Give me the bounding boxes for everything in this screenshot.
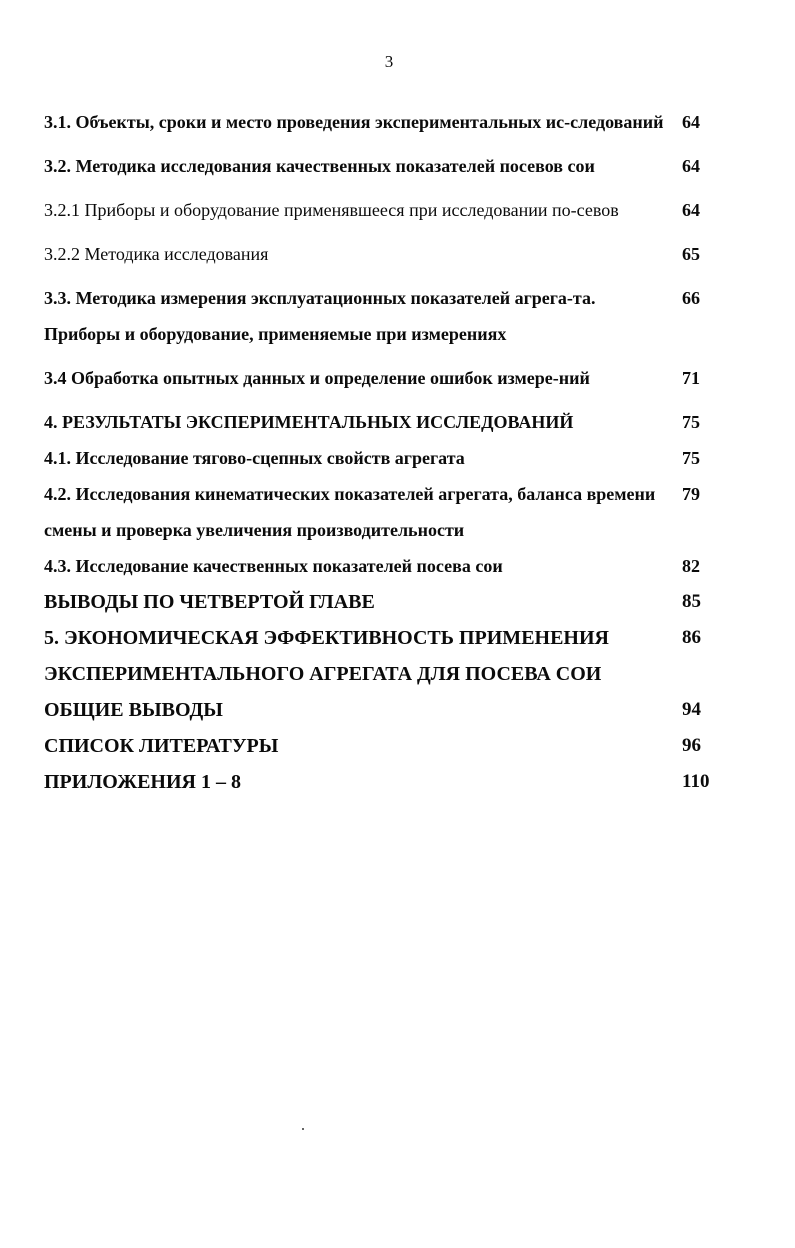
toc-entry-title: 3.1. Объекты, сроки и место проведения экспериментальных ис-следований — [44, 112, 664, 132]
toc-entry-page: 71 — [682, 368, 700, 388]
toc-entry-title: 3.2.2 Методика исследования — [44, 244, 269, 264]
toc-entry-3-2-1[interactable] — [44, 192, 724, 228]
toc-entry-page: 94 — [682, 699, 701, 720]
toc-entry-general-conclusions[interactable] — [44, 692, 724, 728]
toc-entry-title: 4.2. Исследования кинематических показателей агрегата, баланса времени смены и проверка увеличения производительности — [44, 484, 656, 540]
toc-entry-title: 3.4 Обработка опытных данных и определение ошибок измере-ний — [44, 368, 590, 388]
toc-entry-4-1[interactable] — [44, 440, 724, 476]
toc-entry-page: 82 — [682, 556, 700, 576]
toc-entry-title: 5. ЭКОНОМИЧЕСКАЯ ЭФФЕКТИВНОСТЬ ПРИМЕНЕНИЯ ЭКСПЕРИМЕНТАЛЬНОГО АГРЕГАТА ДЛЯ ПОСЕВА СОИ — [44, 627, 609, 685]
toc-entry-title: 4.3. Исследование качественных показателей посева сои — [44, 556, 503, 576]
toc-entry-title: 3.3. Методика измерения эксплуатационных показателей агрега-та. Приборы и оборудование, применяемые при измерениях — [44, 288, 596, 344]
toc-entry-appendices[interactable] — [44, 764, 724, 800]
toc-entry-references[interactable] — [44, 728, 724, 764]
toc-entry-page: 75 — [682, 448, 700, 468]
toc-entry-3-4[interactable] — [44, 360, 724, 396]
toc-entry-page: 86 — [682, 627, 701, 648]
toc-entry-page: 79 — [682, 484, 700, 504]
toc-entry-page: 64 — [682, 156, 700, 176]
toc-entry-5[interactable] — [44, 620, 724, 692]
toc-entry-page: 85 — [682, 591, 701, 612]
toc-entry-title: ОБЩИЕ ВЫВОДЫ — [44, 699, 223, 721]
toc-entry-page: 110 — [682, 771, 710, 792]
toc-entry-page: 96 — [682, 735, 701, 756]
toc-entry-title: ПРИЛОЖЕНИЯ 1 – 8 — [44, 771, 241, 793]
toc-entry-title: ВЫВОДЫ ПО ЧЕТВЕРТОЙ ГЛАВЕ — [44, 591, 375, 613]
toc-entry-3-2[interactable] — [44, 148, 724, 184]
toc-entry-title: 4.1. Исследование тягово-сцепных свойств агрегата — [44, 448, 465, 468]
toc-entry-3-2-2[interactable] — [44, 236, 724, 272]
toc-entry-page: 66 — [682, 288, 700, 308]
toc-entry-conclusions-chapter-4[interactable] — [44, 584, 724, 620]
toc-entry-title: 3.2.1 Приборы и оборудование применявшееся при исследовании по-севов — [44, 200, 619, 220]
toc-entry-page: 65 — [682, 244, 700, 264]
toc-entry-page: 75 — [682, 412, 700, 432]
toc-entry-4-2[interactable] — [44, 476, 724, 548]
toc-entry-3-3[interactable] — [44, 280, 724, 352]
table-of-contents — [44, 104, 724, 800]
toc-entry-4[interactable] — [44, 404, 724, 440]
toc-entry-page: 64 — [682, 112, 700, 132]
toc-entry-3-1[interactable] — [44, 104, 724, 140]
page-number: 3 — [384, 52, 394, 71]
toc-entry-4-3[interactable] — [44, 548, 724, 584]
scan-speck — [302, 1128, 304, 1130]
toc-entry-title: СПИСОК ЛИТЕРАТУРЫ — [44, 735, 279, 757]
toc-entry-page: 64 — [682, 200, 700, 220]
toc-entry-title: 3.2. Методика исследования качественных показателей посевов сои — [44, 156, 595, 176]
toc-entry-title: 4. РЕЗУЛЬТАТЫ ЭКСПЕРИМЕНТАЛЬНЫХ ИССЛЕДОВАНИЙ — [44, 412, 574, 432]
